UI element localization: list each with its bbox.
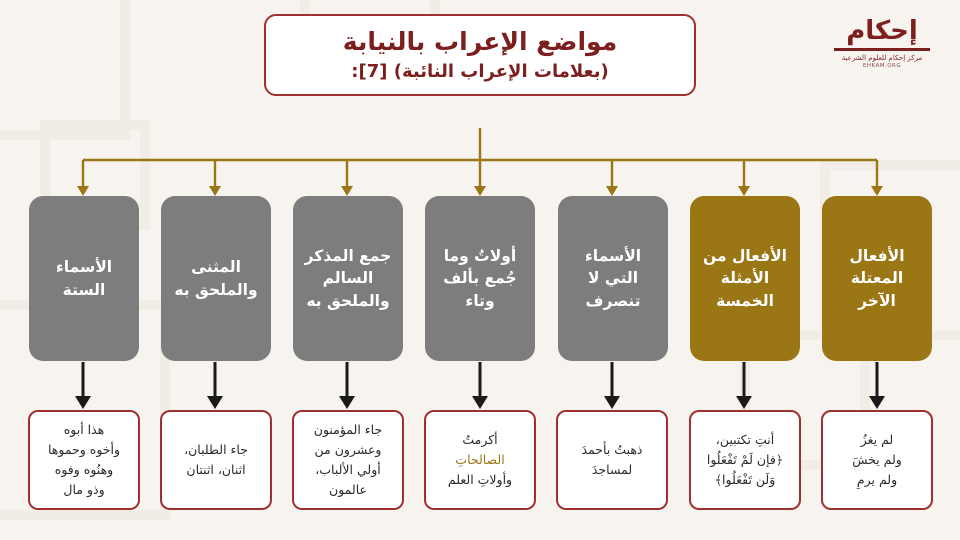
example-box-asma-as-sitta[interactable]	[28, 410, 140, 510]
example-box-jam-mudhakkar[interactable]	[292, 410, 404, 510]
node-af3al-mu3talla[interactable]	[822, 196, 932, 361]
example-line: هذا أبوه	[63, 422, 105, 437]
logo-wordmark: إحكام	[846, 16, 918, 46]
example-line: وَلَن تَفْعَلُوا﴾	[714, 472, 776, 487]
example-line: وأولاتِ العلم	[447, 472, 513, 487]
node-amthila-khamsa[interactable]	[690, 196, 800, 361]
node-label: الأسماء التي لا تنصرف	[584, 246, 642, 310]
example-line: اثنان، اثنتان	[186, 462, 246, 477]
example-line: عالمون	[329, 482, 367, 497]
page-subtitle: (بعلامات الإعراب النائبة) [7]:	[351, 61, 609, 83]
example-line: ذهبتُ بأحمدَ	[581, 442, 643, 457]
node-label: أولاتُ وما جُمع بألف وتاء	[443, 246, 517, 310]
node-ulat-alif-ta[interactable]	[425, 196, 535, 361]
example-line: الصالحاتِ	[455, 452, 505, 467]
example-box-muthanna[interactable]	[160, 410, 272, 510]
example-line: وذو مال	[63, 482, 105, 497]
example-line: ﴿فإن لَمْ تَفْعَلُوا	[706, 452, 784, 467]
node-mamnu-min-as-sarf[interactable]	[558, 196, 668, 361]
example-line: وعشرون من	[314, 442, 382, 457]
logo-url: EHKAM.ORG	[862, 63, 902, 70]
node-label: الأسماء الستة	[55, 258, 113, 299]
example-box-mamnu-min-as-sarf[interactable]	[556, 410, 668, 510]
logo-divider	[834, 48, 930, 51]
node-label: جمع المذكر السالم والملحق به	[304, 246, 392, 310]
node-label: المثنى والملحق به	[174, 258, 258, 299]
example-line: لمساجدَ	[591, 462, 633, 477]
example-box-amthila-khamsa[interactable]	[689, 410, 801, 510]
example-line: أنتِ تكتبين،	[715, 432, 775, 447]
category-nodes-row	[0, 196, 960, 361]
node-jam-mudhakkar-salim[interactable]	[293, 196, 403, 361]
node-asma-as-sitta[interactable]	[29, 196, 139, 361]
node-label: الأفعال المعتلة الآخر	[849, 246, 905, 310]
example-line: وهنُوه وفوه	[54, 462, 114, 477]
logo-subtitle: مركز إحكام للعلوم الشرعية	[841, 54, 923, 62]
node-muthanna[interactable]	[161, 196, 271, 361]
example-box-af3al-mu3talla[interactable]	[821, 410, 933, 510]
example-line: أولي الألباب،	[315, 462, 381, 477]
page-title: مواضع الإعراب بالنيابة	[342, 27, 618, 56]
example-boxes-row	[0, 410, 960, 530]
example-line: أكرمتُ	[462, 432, 498, 447]
example-line: ولم يخشَ	[852, 452, 902, 467]
example-line: لم يغزُ	[860, 432, 894, 447]
node-label: الأفعال من الأمثلة الخمسة	[703, 246, 787, 310]
example-line: ولم يرمِ	[856, 472, 898, 487]
brand-logo	[826, 18, 938, 69]
example-box-ulat[interactable]	[424, 410, 536, 510]
example-line: وأخوه وحموها	[47, 442, 121, 457]
example-line: جاء المؤمنون	[313, 422, 383, 437]
diagram-title-box	[264, 14, 696, 96]
example-line: جاء الطلبان،	[184, 442, 248, 457]
